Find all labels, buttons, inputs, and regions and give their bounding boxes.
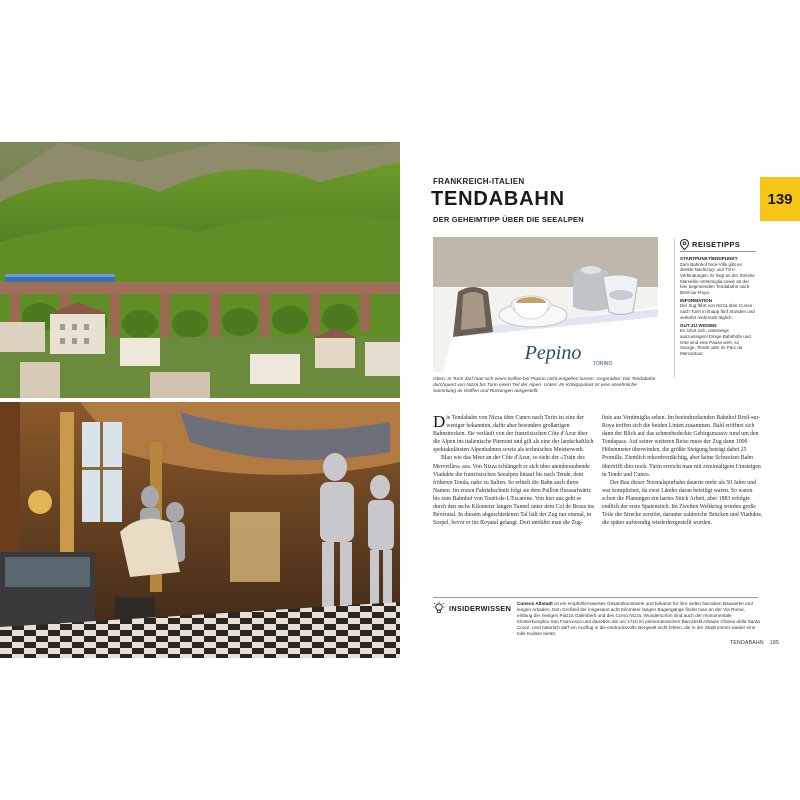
body-paragraph <box>433 414 595 454</box>
body-paragraph: Blau wie das Meer an der Côte d'Azur, so sieht der »Train des Merveilles« aus. Von Nizza schlängelt er sich über atemberaubende Viadukte die französischen Seealpen hinauf bis nach Tende, dem früheren Tenda, nahe zu Italien. So erhielt die Bahn auch ihren Namen. Im ersten Fahrtabschnitt folgt sie dem Paillon flussaufwärts bis zum Bahnhof von Touët-de-L'Escarène. Von hier aus geht es durch den sechs Kilometer langen Tunnel unter dem Col de Braus ins Bévératal. In diesem abgeschiedenen Tal hält der Zug nur einmal, in Sospel, bevor er ins Royatal gelangt. Dort umfährt man die Zug- <box>433 455 595 527</box>
body-paragraph: Der Bau dieser Normalspurbahn dauerte mehr als 50 Jahre und war kompliziert, da zwei Länder daran beteiligt waren. So waren schon die Planungen ein hartes Stück Arbeit, aber 1883 erfolgte endlich der erste Spatenstich. Im Zweiten Weltkrieg wurden große Teile der Strecke zerstört, darunter zahlreiche Brücken und Viadukte, die später aufwendig wiederhergestellt wurden. <box>602 479 763 527</box>
tips-text-good-to-know: Es lohnt sich, unterwegs auszusteigen! Einige Bahnhöfe und Orte sind eine Pause wert, so Saorge, Tende oder im Parc du Mercantour. <box>680 328 751 356</box>
right-page <box>406 142 800 658</box>
left-page <box>0 142 400 658</box>
book-spread <box>0 142 800 658</box>
footer-page-number: 185 <box>769 640 780 646</box>
travel-tips-title: REISETIPPS <box>692 240 741 249</box>
armory-photo <box>0 402 400 658</box>
insider-text <box>517 601 760 638</box>
cafe-sign-subtext: TORINO <box>593 361 613 367</box>
viaduct-photo <box>0 142 400 398</box>
body-paragraph: linie aus Ventimiglia sehen. Im beeindruckenden Bahnhof Breil-sur-Roya treffen sich die beiden Linien zusammen. Bald eröffnet sich dann der Blick auf das schneebedeckte Gebirgsmassiv rund um den Tendapass. Auf seiner weiteren Reise muss der Zug dann 1000 Höhenmeter überwinden, die größte Steigung beträgt dabei 25 Promille. Ziemlich rekordverdächtig, aber keine Schweizer Bahn übertrifft dies noch. Turin erreicht man mit zweimaligem Umsteigen in Tende und Cuneo. <box>602 415 761 478</box>
body-text: ie Tendabahn von Nizza über Cuneo nach Turin ist eine der weniger bekannten, dafür aber besonders großartigen Bahnstrecken. Sie verläuft von der französischen Côte d'Azur über die Alpen ins italienische Piemont und gilt als eine der landschaftlich spektakulärsten Alpenbahnen sowie als technisches Meisterwerk. <box>433 415 594 454</box>
insider-header <box>433 601 511 615</box>
tips-text-start: Zum Bahnhof Nice-Ville gibt es direkte Nachtzug- und TGV-Verbindungen. Er liegt an der Strecke Marseille–Ventimiglia sowie an der hier beginnenden Tendabahn nach Breil-sur-Roya. <box>680 261 755 296</box>
photo-caption: Oben: In Turin darf man sich einen Kaffee bei Pepino nicht entgehen lassen. Gegenüber: Die Tendabahn durchquert von Nizza bis Turin einen Teil der Alpen. Unten: Im Königspalast ist eine ansehnliche Sammlung an Waffen und Rüstungen ausgestellt. <box>433 377 656 395</box>
map-pin-icon <box>680 239 689 250</box>
insider-lead: Cuneos Altstadt <box>517 601 553 606</box>
insider-body: ist ein empfehlenswertes Gesamtkunstwerk und bekannt für ihre vielen barocken Bauwerke und langen Arkaden. Den Großteil der insgesamt acht Kilometer langen Bogengänge findet man an der Via Roma, entlang der riesigen Piazza Galimberti und des Corso Nizza. Wunderschön sind auch der monumentale Klosterkomplex San Francesco und daneben die um 1710 im piemontesischen Barockstil erbaute Chiesa della Santa Croce. Und natürlich darf ein Ausflug in die eindrucksvolle Bergwelt nicht fehlen, die in der Stadt immer wieder eine tolle Kulisse bietet. <box>517 601 760 637</box>
tips-text-info: Der Zug fährt von Nizza über Cuneo nach Turin in knapp fünf Stunden und verkehrt mehrmals täglich. <box>680 303 755 320</box>
entry-number-tab: 139 <box>760 177 800 221</box>
cafe-sign-text: Pepino <box>524 342 582 364</box>
region-kicker: FRANKREICH-ITALIEN <box>433 177 525 186</box>
article-subtitle: DER GEHEIMTIPP ÜBER DIE SEEALPEN <box>433 215 584 224</box>
drop-cap: D <box>433 412 446 431</box>
footer-section: TENDABAHN <box>730 640 764 646</box>
lightbulb-icon <box>433 601 445 615</box>
travel-tips-box <box>674 238 756 378</box>
tips-label-good-to-know: GUT ZU WISSEN <box>680 322 717 328</box>
tips-label-info: INFORMATION <box>680 297 713 303</box>
cafe-photo <box>433 237 658 372</box>
travel-tips-header <box>680 238 756 252</box>
insider-box <box>433 597 758 637</box>
body-column-1 <box>433 414 595 527</box>
insider-title: INSIDERWISSEN <box>449 603 512 613</box>
body-column-2 <box>602 414 764 527</box>
page-footer <box>730 640 779 646</box>
tips-label-start: STARTPUNKT/ENDPUNKT <box>680 256 738 261</box>
article-title: TENDABAHN <box>431 188 565 210</box>
